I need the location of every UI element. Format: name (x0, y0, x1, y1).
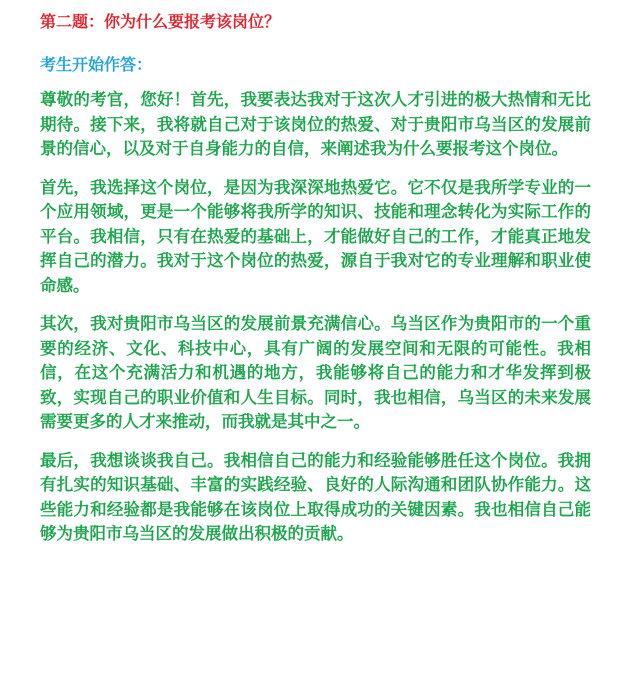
answer-prompt-label: 考生开始作答： (40, 55, 153, 74)
answer-paragraph-3: 其次，我对贵阳市乌当区的发展前景充满信心。乌当区作为贵阳市的一个重要的经济、文化、科技中心，具有广阔的发展空间和无限的可能性。我相信，在这个充满活力和机遇的地方，我能够将自己的能力和才华发挥到极致，实现自己的职业价值和人生目标。同时，我也相信，乌当区的未来发展需要更多的人才来推动，而我就是其中之一。 (40, 314, 591, 431)
answer-paragraph-1: 尊敬的考官，您好！首先，我要表达我对于这次人才引进的极大热情和无比期待。接下来，我将就自己对于该岗位的热爱、对于贵阳市乌当区的发展前景的信心，以及对于自身能力的自信，来阐述我为什么要报考这个岗位。 (40, 90, 591, 158)
answer-paragraph-4: 最后，我想谈谈我自己。我相信自己的能力和经验能够胜任这个岗位。我拥有扎实的知识基础、丰富的实践经验、良好的人际沟通和团队协作能力。这些能力和经验都是我能够在该岗位上取得成功的关键因素。我也相信自己能够为贵阳市乌当区的发展做出积极的贡献。 (40, 450, 591, 543)
question-heading: 第二题：你为什么要报考该岗位？ (40, 12, 281, 31)
answer-paragraph-2: 首先，我选择这个岗位，是因为我深深地热爱它。它不仅是我所学专业的一个应用领域，更是一个能够将我所学的知识、技能和理念转化为实际工作的平台。我相信，只有在热爱的基础上，才能做好自己的工作，才能真正地发挥自己的潜力。我对于这个岗位的热爱，源自于我对它的专业理解和职业使命感。 (40, 177, 591, 295)
answer-body (40, 88, 591, 547)
